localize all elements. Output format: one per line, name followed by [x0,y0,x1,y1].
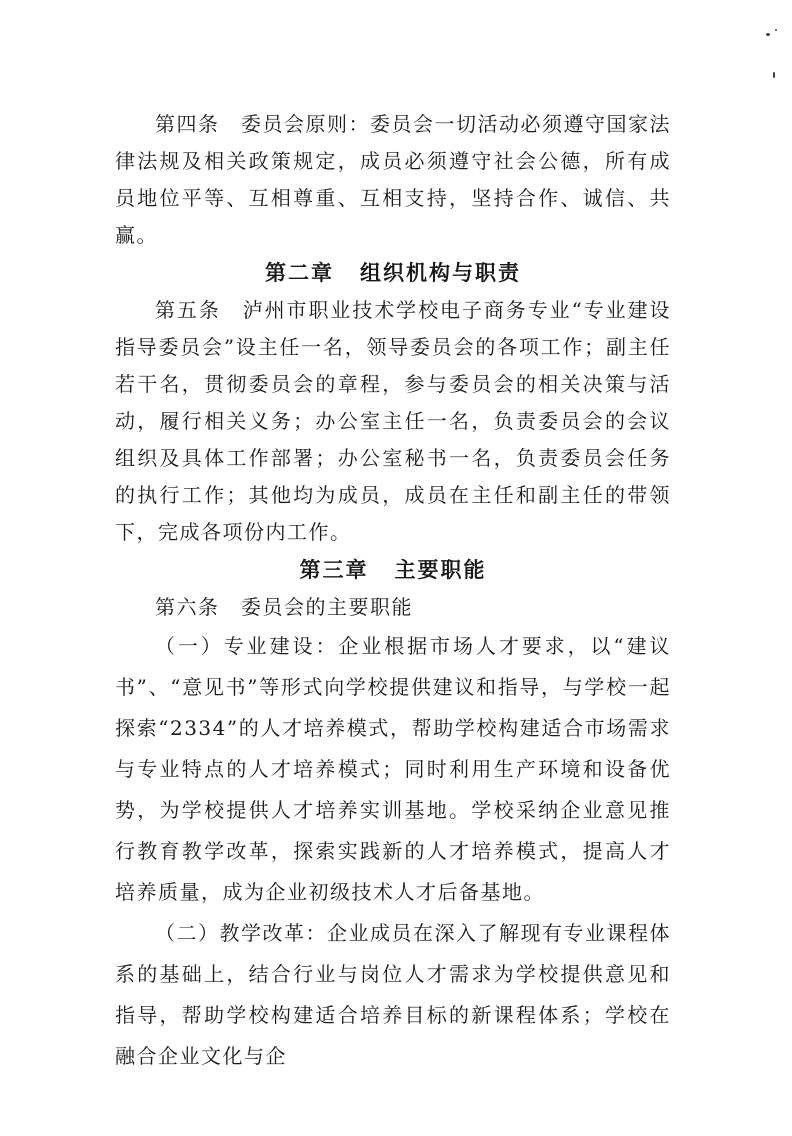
article-5: 第五条 泸州市职业技术学校电子商务专业“专业建设指导委员会”设主任一名，领导委员会的各项工作；副主任若干名，贯彻委员会的章程，参与委员会的相关决策与活动，履行相关义务；办公室主任一名，负责委员会的会议组织及具体工作部署；办公室秘书一名，负责委员会任务的执行工作；其他均为成员，成员在主任和副主任的带领下，完成各项份内工作。 [115,298,671,544]
chapter-2-title: 组织机构与职责 [360,261,521,285]
document-body [115,106,671,1077]
chapter-2-heading [115,254,671,292]
article-6: 第六条 委员会的主要职能 [155,595,413,619]
item-1-professional-construction: （一）专业建设：企业根据市场人才要求，以“建议书”、“意见书”等形式向学校提供建议和指导，与学校一起探索“2334”的人才培养模式，帮助学校构建适合市场需求与专业特点的人才培养模式；同时利用生产环境和设备优势，为学校提供人才培养实训基地。学校采纳企业意见推行教育教学改革，探索实践新的人才培养模式，提高人才培养质量，成为企业初级技术人才后备基地。 [115,634,671,904]
article-4: 第四条 委员会原则：委员会一切活动必须遵守国家法律法规及相关政策规定，成员必须遵守社会公德，所有成员地位平等、互相尊重、互相支持，坚持合作、诚信、共赢。 [115,112,671,247]
scan-speck [775,29,777,31]
item-2-teaching-reform: （二）教学改革：企业成员在深入了解现有专业课程体系的基础上，结合行业与岗位人才需求为学校提供意见和指导，帮助学校构建适合培养目标的新课程体系；学校在融合企业文化与企 [115,921,671,1068]
chapter-3-title: 主要职能 [394,558,487,582]
chapter-2-number: 第二章 [265,261,334,285]
chapter-3-number: 第三章 [299,558,369,582]
chapter-3-heading [115,551,671,589]
scan-speck [766,33,770,36]
scan-speck [773,72,775,78]
